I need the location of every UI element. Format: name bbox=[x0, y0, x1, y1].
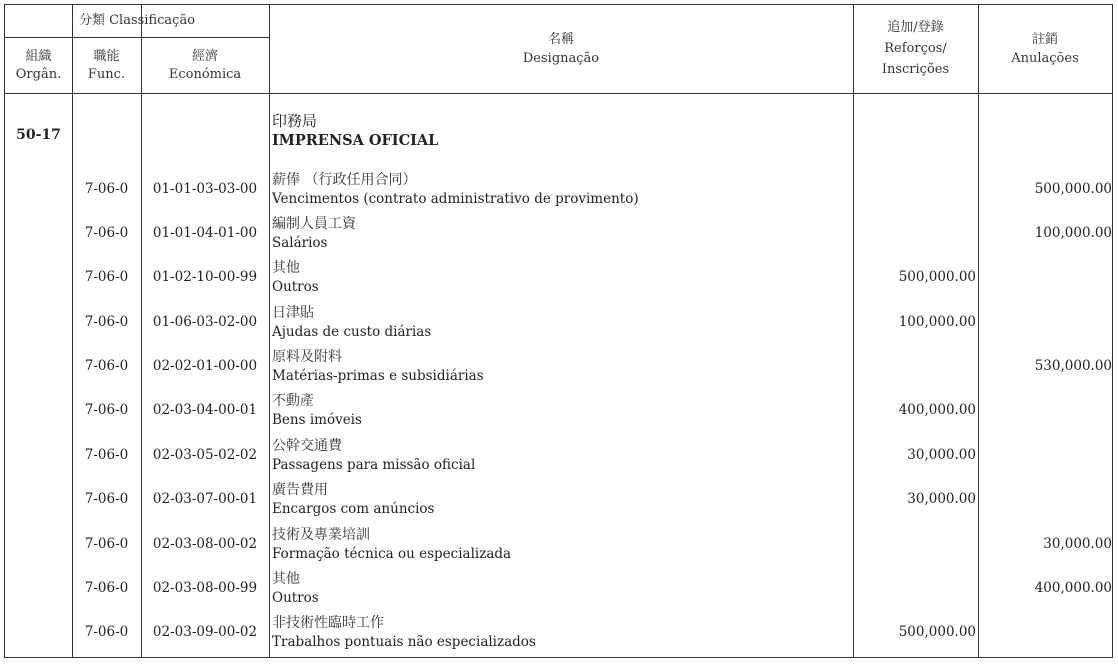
reinforcement-amount: 400,000.00 bbox=[898, 402, 976, 418]
func-code: 7-06-0 bbox=[84, 580, 129, 596]
item-name-pt: Outros bbox=[272, 279, 319, 295]
econ-code: 02-02-01-00-00 bbox=[152, 358, 258, 374]
func-code: 7-06-0 bbox=[84, 181, 129, 197]
reinforcement-header-pt2: Inscrições bbox=[881, 62, 950, 77]
table-row bbox=[5, 346, 1114, 390]
func-code: 7-06-0 bbox=[84, 269, 129, 285]
section-name-zh: 印務局 bbox=[272, 112, 318, 130]
item-name-zh: 其他 bbox=[272, 571, 300, 587]
cancellation-amount: 530,000.00 bbox=[1034, 358, 1112, 374]
item-name-zh: 原料及附料 bbox=[272, 349, 342, 365]
reinforcement-header-pt1: Reforços/ bbox=[884, 41, 947, 56]
table-row bbox=[5, 213, 1114, 257]
table-row bbox=[5, 612, 1114, 656]
item-name-pt: Vencimentos (contrato administrativo de provimento) bbox=[272, 191, 639, 207]
item-name-zh: 編制人員工資 bbox=[272, 216, 356, 232]
econ-code: 02-03-05-02-02 bbox=[152, 447, 258, 463]
item-name-pt: Outros bbox=[272, 590, 319, 606]
organ-header-zh: 組織 bbox=[25, 49, 52, 64]
func-code: 7-06-0 bbox=[84, 624, 129, 640]
cancellation-amount: 30,000.00 bbox=[1043, 536, 1112, 552]
cancellation-amount: 100,000.00 bbox=[1034, 225, 1112, 241]
item-name-pt: Trabalhos pontuais não especializados bbox=[272, 634, 536, 650]
item-name-zh: 其他 bbox=[272, 260, 300, 276]
reinforcement-amount: 30,000.00 bbox=[907, 447, 976, 463]
table-row bbox=[5, 257, 1114, 301]
item-name-zh: 日津貼 bbox=[272, 305, 314, 321]
table-row bbox=[5, 390, 1114, 434]
section-code: 50-17 bbox=[16, 127, 61, 143]
header-divider bbox=[5, 37, 269, 38]
item-name-pt: Matérias-primas e subsidiárias bbox=[272, 368, 484, 384]
econ-code: 02-03-08-00-99 bbox=[152, 580, 258, 596]
func-header-zh: 職能 bbox=[93, 49, 120, 64]
table-row bbox=[5, 302, 1114, 346]
item-name-zh: 非技術性臨時工作 bbox=[272, 615, 384, 631]
econ-code: 02-03-08-00-02 bbox=[152, 536, 258, 552]
func-code: 7-06-0 bbox=[84, 447, 129, 463]
item-name-pt: Bens imóveis bbox=[272, 412, 362, 428]
item-name-pt: Salários bbox=[272, 235, 328, 251]
table-row bbox=[5, 568, 1114, 612]
econ-code: 02-03-07-00-01 bbox=[152, 491, 258, 507]
cancellation-amount: 400,000.00 bbox=[1034, 580, 1112, 596]
item-name-pt: Passagens para missão oficial bbox=[272, 457, 476, 473]
func-code: 7-06-0 bbox=[84, 358, 129, 374]
reinforcement-amount: 500,000.00 bbox=[898, 269, 976, 285]
header-bottom-divider bbox=[5, 93, 1112, 94]
item-name-zh: 不動產 bbox=[272, 393, 314, 409]
section-name-pt: IMPRENSA OFICIAL bbox=[272, 132, 439, 149]
econ-code: 01-01-03-03-00 bbox=[152, 181, 258, 197]
func-header-pt: Func. bbox=[87, 67, 126, 82]
econ-header-pt: Económica bbox=[168, 67, 242, 82]
budget-table bbox=[4, 4, 1113, 658]
item-name-pt: Ajudas de custo diárias bbox=[272, 324, 432, 340]
classification-header: 分類 Classificação bbox=[78, 13, 196, 28]
cancellation-amount: 500,000.00 bbox=[1034, 181, 1112, 197]
func-code: 7-06-0 bbox=[84, 314, 129, 330]
table-row bbox=[5, 479, 1114, 523]
reinforcement-amount: 30,000.00 bbox=[907, 491, 976, 507]
item-name-pt: Formação técnica ou especializada bbox=[272, 546, 512, 562]
cancel-header-zh: 註銷 bbox=[1031, 32, 1058, 47]
reinforcement-header-zh: 追加/登錄 bbox=[887, 20, 944, 35]
item-name-zh: 廣告費用 bbox=[272, 482, 328, 498]
item-name-zh: 公幹交通費 bbox=[272, 438, 342, 454]
item-name-zh: 技術及專業培訓 bbox=[272, 527, 370, 543]
table-row bbox=[5, 435, 1114, 479]
table-row bbox=[5, 524, 1114, 568]
econ-header-zh: 經濟 bbox=[191, 49, 218, 64]
econ-code: 01-06-03-02-00 bbox=[152, 314, 258, 330]
econ-code: 01-02-10-00-99 bbox=[152, 269, 258, 285]
reinforcement-amount: 500,000.00 bbox=[898, 624, 976, 640]
econ-code: 02-03-04-00-01 bbox=[152, 402, 258, 418]
item-name-zh: 薪俸 （行政任用合同） bbox=[272, 172, 417, 188]
econ-code: 02-03-09-00-02 bbox=[152, 624, 258, 640]
designation-header-pt: Designação bbox=[522, 51, 600, 66]
designation-header-zh: 名稱 bbox=[547, 32, 574, 47]
cancel-header-pt: Anulações bbox=[1011, 51, 1079, 66]
organ-header-pt: Orgân. bbox=[15, 67, 62, 82]
table-row bbox=[5, 169, 1114, 213]
func-code: 7-06-0 bbox=[84, 225, 129, 241]
item-name-pt: Encargos com anúncios bbox=[272, 501, 435, 517]
func-code: 7-06-0 bbox=[84, 402, 129, 418]
func-code: 7-06-0 bbox=[84, 491, 129, 507]
func-code: 7-06-0 bbox=[84, 536, 129, 552]
reinforcement-amount: 100,000.00 bbox=[898, 314, 976, 330]
econ-code: 01-01-04-01-00 bbox=[152, 225, 258, 241]
